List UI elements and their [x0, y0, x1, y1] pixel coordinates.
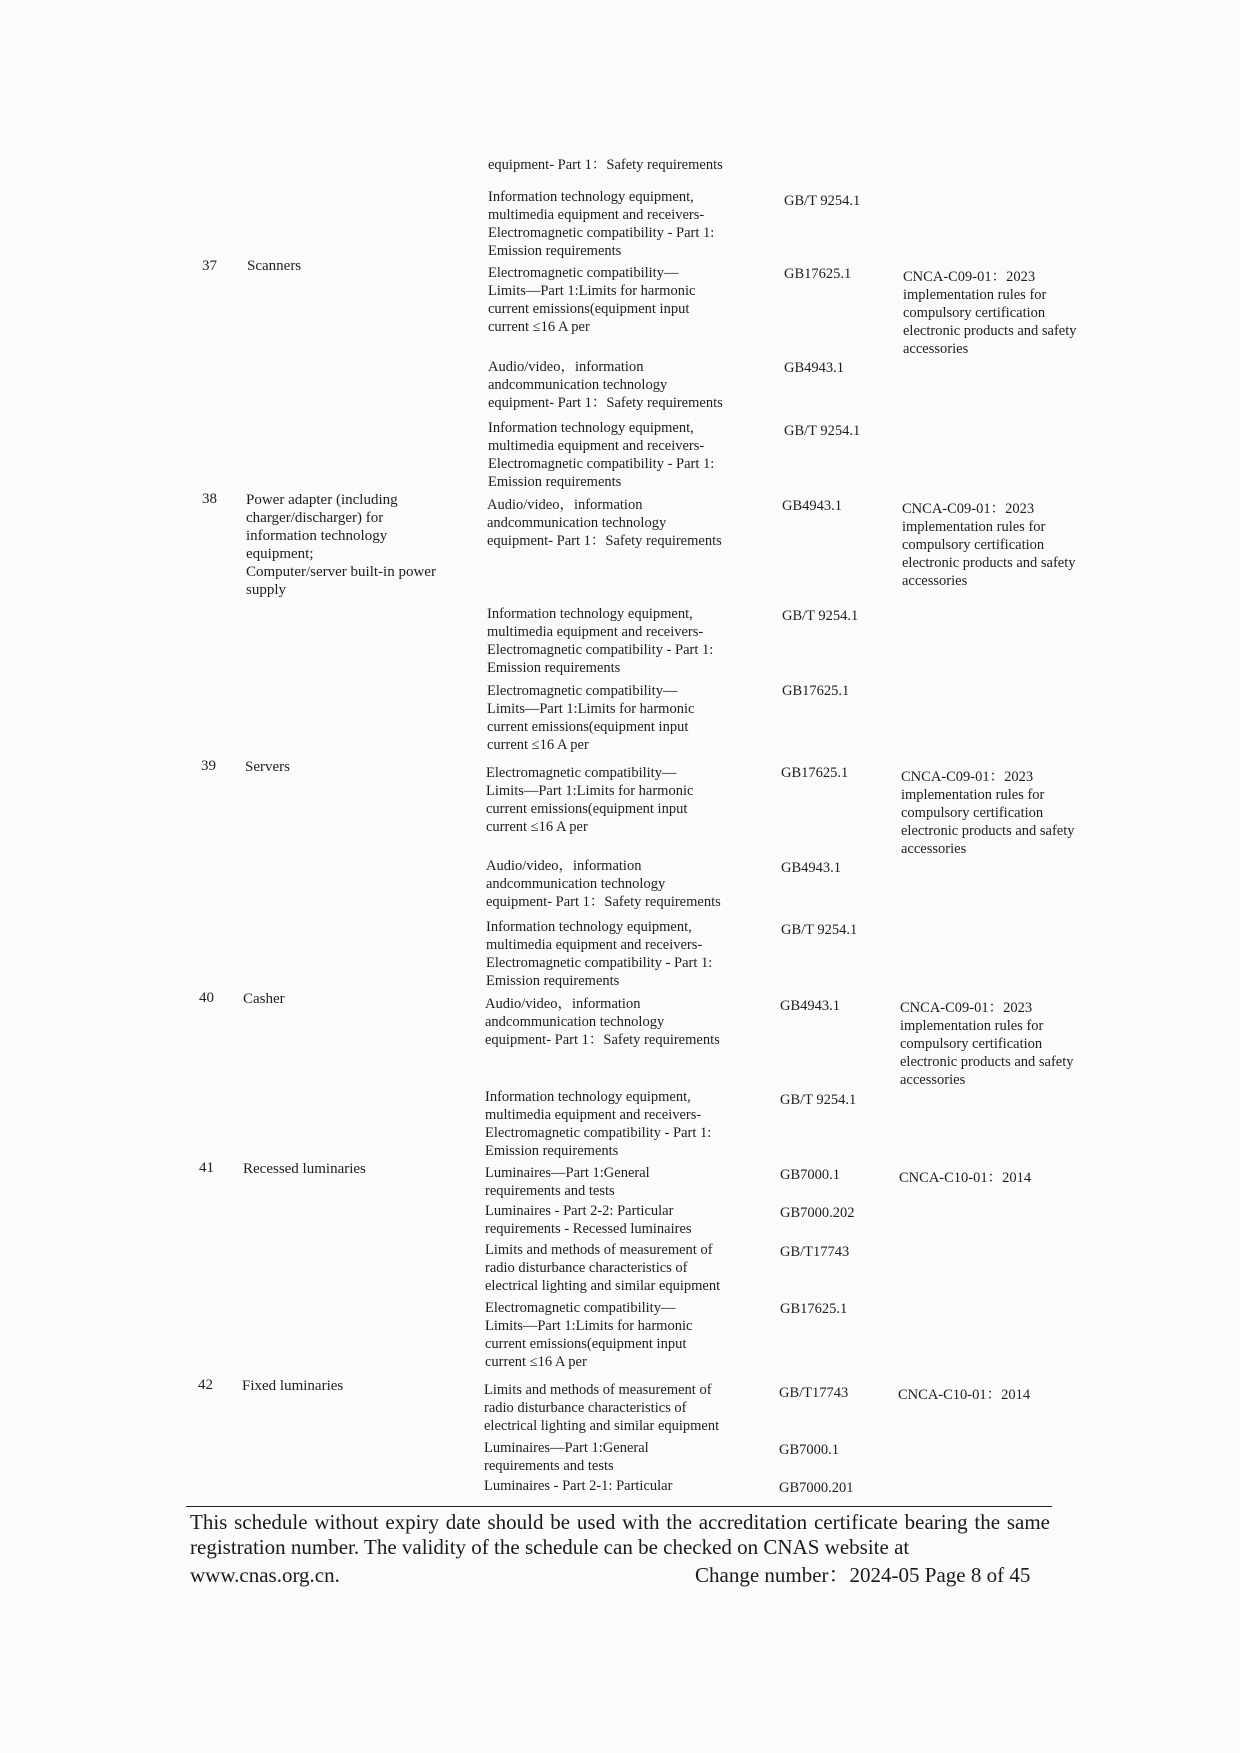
standard-name: Electromagnetic compatibility— Limits—Part 1:Limits for harmonic current emissions(equipment input current ≤16 A per	[486, 765, 694, 835]
product-name: Scanners	[247, 258, 302, 274]
standard-code: GB7000.1	[779, 1442, 840, 1458]
standard-name: Information technology equipment, multimedia equipment and receivers- Electromagnetic compatibility - Part 1: Emission requirements	[488, 189, 715, 259]
standard-code: GB/T17743	[779, 1385, 849, 1401]
standard-code: GB17625.1	[780, 1301, 848, 1317]
product-name: Recessed luminaries	[243, 1161, 366, 1177]
standard-name: Information technology equipment, multimedia equipment and receivers- Electromagnetic compatibility - Part 1: Emission requirements	[488, 420, 715, 490]
standard-name: Luminaires - Part 2-1: Particular	[484, 1478, 673, 1494]
footer-note: This schedule without expiry date should be used with the accreditation certificate bearing the same registration number. The validity of the schedule can be checked on CNAS website at	[190, 1510, 1050, 1559]
standard-name: Information technology equipment, multimedia equipment and receivers- Electromagnetic compatibility - Part 1: Emission requirements	[485, 1089, 712, 1159]
standard-code: GB7000.202	[780, 1205, 855, 1221]
change-number: Change number：2024-05 Page 8 of 45	[695, 1563, 1031, 1587]
standard-name: Luminaires - Part 2-2: Particular requirements - Recessed luminaires	[485, 1203, 692, 1237]
footer-url[interactable]: www.cnas.org.cn.	[190, 1563, 340, 1587]
item-number: 38	[202, 491, 217, 507]
footer-divider	[186, 1506, 1052, 1507]
standard-code: GB4943.1	[784, 360, 845, 376]
standard-code: GB/T 9254.1	[781, 922, 858, 938]
standard-name: Electromagnetic compatibility— Limits—Part 1:Limits for harmonic current emissions(equipment input current ≤16 A per	[487, 683, 695, 753]
implementation-rule: CNCA-C10-01：2014	[899, 1170, 1032, 1186]
implementation-rule: CNCA-C09-01：2023 implementation rules for compulsory certification electronic products and safety accessories	[903, 269, 1077, 357]
standard-name: Electromagnetic compatibility— Limits—Part 1:Limits for harmonic current emissions(equipment input current ≤16 A per	[485, 1300, 693, 1370]
product-name: Fixed luminaries	[242, 1378, 344, 1394]
standard-code: GB4943.1	[780, 998, 841, 1014]
standard-code: GB/T 9254.1	[784, 193, 861, 209]
product-name: Casher	[243, 991, 285, 1007]
standard-name: Luminaires—Part 1:General requirements and tests	[484, 1440, 649, 1474]
standard-name: Luminaires—Part 1:General requirements and tests	[485, 1165, 650, 1199]
implementation-rule: CNCA-C09-01：2023 implementation rules for compulsory certification electronic products and safety accessories	[900, 1000, 1074, 1088]
standard-name: Limits and methods of measurement of radio disturbance characteristics of electrical lighting and similar equipment	[485, 1242, 721, 1294]
standard-code: GB17625.1	[781, 765, 849, 781]
product-name: Power adapter (including charger/discharger) for information technology equipment; Computer/server built-in power supply	[246, 492, 436, 598]
item-number: 37	[202, 258, 217, 274]
standard-name: equipment- Part 1：Safety requirements	[488, 157, 723, 173]
product-name: Servers	[245, 759, 290, 775]
standard-name: Audio/video，information andcommunication technology equipment- Part 1：Safety requirements	[486, 858, 721, 910]
standard-code: GB4943.1	[781, 860, 842, 876]
standard-name: Audio/video，information andcommunication technology equipment- Part 1：Safety requirements	[488, 359, 723, 411]
item-number: 42	[198, 1377, 213, 1393]
footer-last-line	[190, 1563, 1050, 1588]
standard-code: GB/T17743	[780, 1244, 850, 1260]
standard-name: Information technology equipment, multimedia equipment and receivers- Electromagnetic compatibility - Part 1: Emission requirements	[487, 606, 714, 676]
item-number: 39	[201, 758, 216, 774]
standard-name: Limits and methods of measurement of radio disturbance characteristics of electrical lighting and similar equipment	[484, 1382, 720, 1434]
standard-code: GB/T 9254.1	[784, 423, 861, 439]
implementation-rule: CNCA-C09-01：2023 implementation rules for compulsory certification electronic products and safety accessories	[902, 501, 1076, 589]
standard-name: Information technology equipment, multimedia equipment and receivers- Electromagnetic compatibility - Part 1: Emission requirements	[486, 919, 713, 989]
standard-name: Audio/video，information andcommunication technology equipment- Part 1：Safety requirements	[487, 497, 722, 549]
standard-code: GB7000.201	[779, 1480, 854, 1496]
standard-code: GB/T 9254.1	[780, 1092, 857, 1108]
standard-code: GB17625.1	[784, 266, 852, 282]
standard-code: GB17625.1	[782, 683, 850, 699]
item-number: 40	[199, 990, 214, 1006]
standard-code: GB7000.1	[780, 1167, 841, 1183]
standard-code: GB4943.1	[782, 498, 843, 514]
implementation-rule: CNCA-C10-01：2014	[898, 1387, 1031, 1403]
standard-code: GB/T 9254.1	[782, 608, 859, 624]
standard-name: Audio/video，information andcommunication technology equipment- Part 1：Safety requirements	[485, 996, 720, 1048]
item-number: 41	[199, 1160, 214, 1176]
implementation-rule: CNCA-C09-01：2023 implementation rules for compulsory certification electronic products and safety accessories	[901, 769, 1075, 857]
standard-name: Electromagnetic compatibility— Limits—Part 1:Limits for harmonic current emissions(equipment input current ≤16 A per	[488, 265, 696, 335]
